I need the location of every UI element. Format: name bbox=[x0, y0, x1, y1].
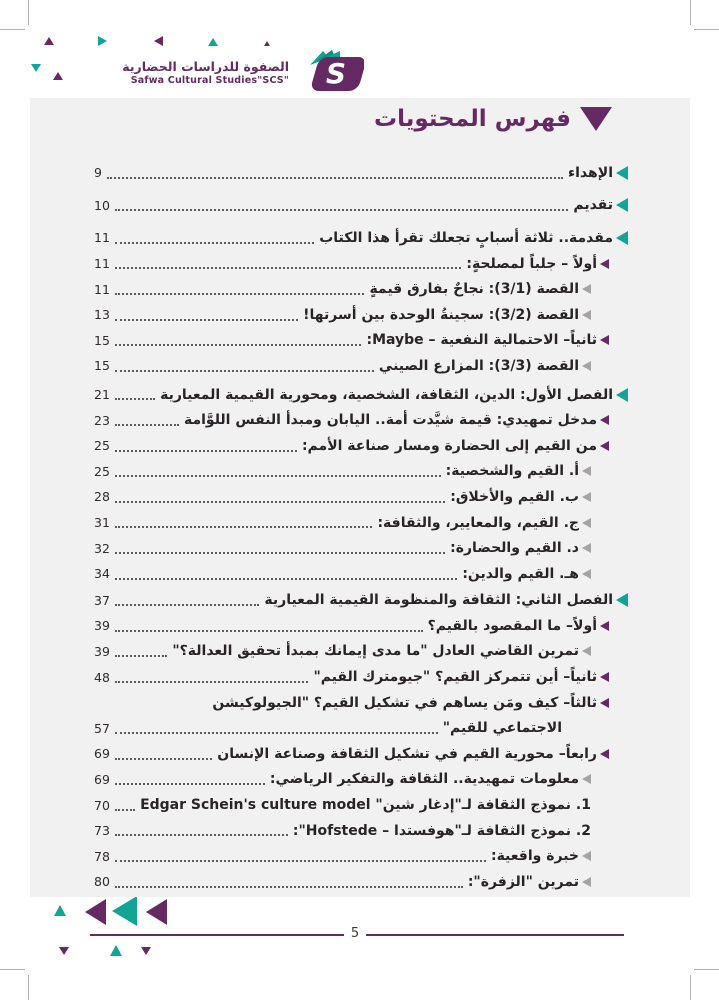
dot-leader bbox=[115, 526, 373, 528]
crop-mark bbox=[694, 29, 719, 30]
toc-page-number: 13 bbox=[94, 307, 110, 323]
toc-bullet-icon bbox=[582, 569, 591, 579]
toc-page-number: 73 bbox=[94, 823, 110, 839]
toc-page-number: 15 bbox=[94, 332, 110, 348]
toc-page-number: 25 bbox=[94, 438, 110, 454]
toc-row bbox=[94, 561, 628, 587]
toc-entry-title: أولاً – جلباً لمصلحةٍ: bbox=[466, 255, 597, 272]
dot-leader bbox=[115, 293, 365, 295]
toc-entry-title: ثالثاً– كيف ومَن يساهم في تشكيل القيم؟ "الجيولوكيشن bbox=[212, 694, 597, 711]
toc-entry-title: القصة (3/3): المزارع الصيني bbox=[378, 357, 579, 374]
footer-rule-left bbox=[90, 934, 344, 936]
toc-entry-title: القصة (3/1): نجاحٌ بفارق قيمةٍ bbox=[369, 281, 579, 298]
toc-row bbox=[94, 664, 628, 690]
triangle-left-icon bbox=[112, 896, 137, 926]
toc-entry-title: ثانياً– الاحتمالية النفعية – Maybe: bbox=[366, 332, 597, 349]
publisher-logo bbox=[78, 47, 364, 99]
toc-row bbox=[94, 818, 628, 844]
toc-row bbox=[94, 741, 628, 767]
toc-page-number: 34 bbox=[94, 566, 110, 582]
toc-page-number: 69 bbox=[94, 771, 110, 787]
toc-page-number: 78 bbox=[94, 848, 110, 864]
toc-bullet-icon bbox=[600, 335, 609, 345]
toc-entry-title: من القيم إلى الحضارة ومسار صناعة الأمم: bbox=[301, 437, 597, 454]
toc-page-number: 15 bbox=[94, 358, 110, 374]
toc-entry-title: ج. القيم، والمعايير، والثقافة: bbox=[377, 514, 579, 531]
toc-entry-title: رابعاً– محورية القيم في تشكيل الثقافة وصناعة الإنسان bbox=[217, 745, 597, 762]
toc-page-number: 39 bbox=[94, 618, 110, 634]
triangle-up-icon bbox=[53, 72, 63, 80]
toc-page-number: 21 bbox=[94, 387, 110, 403]
toc-bullet-icon bbox=[582, 284, 591, 294]
toc-entry-title: أ. القيم والشخصية: bbox=[445, 463, 579, 480]
triangle-left-icon bbox=[85, 899, 106, 925]
toc-bullet-icon bbox=[600, 441, 609, 451]
dot-leader bbox=[115, 886, 463, 888]
triangle-up-icon bbox=[264, 41, 270, 46]
dot-leader bbox=[115, 319, 298, 321]
crop-mark bbox=[28, 0, 29, 25]
toc-page-number: 70 bbox=[94, 797, 110, 813]
toc-row bbox=[94, 302, 628, 328]
page-title-text: فهرس المحتويات bbox=[373, 106, 571, 132]
toc-entry-title: أولاً– ما المقصود بالقيم؟ bbox=[427, 617, 597, 634]
dot-leader bbox=[115, 242, 314, 244]
dot-leader bbox=[115, 344, 362, 346]
triangle-up-icon bbox=[110, 945, 122, 956]
toc-bullet-icon bbox=[600, 259, 609, 269]
toc-page-number: 80 bbox=[94, 874, 110, 890]
svg-text:S: S bbox=[325, 57, 347, 90]
dot-leader bbox=[115, 209, 568, 211]
toc-row bbox=[94, 433, 628, 459]
page-title bbox=[374, 106, 612, 132]
dot-leader bbox=[115, 604, 260, 606]
safwa-logo-icon bbox=[294, 48, 364, 98]
toc-bullet-icon bbox=[600, 621, 609, 631]
toc-bullet-icon bbox=[600, 698, 609, 708]
dot-leader bbox=[115, 370, 374, 372]
dot-leader bbox=[115, 398, 155, 400]
toc-bullet-icon bbox=[600, 672, 609, 682]
toc-bullet-icon bbox=[616, 231, 628, 245]
toc-page-number: 69 bbox=[94, 746, 110, 762]
toc-bullet-icon bbox=[582, 851, 591, 861]
dot-leader bbox=[115, 809, 135, 811]
toc-entry-title: مدخل تمهيدي: قيمة شيَّدت أمة.. اليابان ومبدأ النفس اللوَّامة bbox=[183, 412, 597, 429]
triangle-down-icon bbox=[59, 947, 69, 955]
dot-leader bbox=[115, 681, 309, 683]
toc-row bbox=[94, 160, 628, 186]
toc-row bbox=[94, 767, 628, 793]
toc-bullet-icon bbox=[582, 877, 591, 887]
toc-entry-title: تقديم bbox=[573, 197, 613, 214]
toc-entry-title: تمرين "الزفرة": bbox=[467, 873, 579, 890]
triangle-up-icon bbox=[54, 905, 66, 916]
toc-row bbox=[94, 613, 628, 639]
toc-bullet-icon bbox=[582, 774, 591, 784]
dot-leader bbox=[115, 758, 212, 760]
toc-page-number: 10 bbox=[94, 197, 110, 213]
crop-mark bbox=[694, 969, 719, 970]
toc-entry-title: 2. نموذج الثقافة لـ"هوفستدا – Hofstede": bbox=[292, 822, 591, 839]
toc-page-number: 11 bbox=[94, 256, 110, 272]
crop-mark bbox=[0, 969, 25, 970]
dot-leader bbox=[107, 177, 563, 179]
toc-entry-title: تمرين القاضي العادل "ما مدى إيمانك بمبدأ تحقيق العدالة؟" bbox=[172, 643, 579, 660]
toc-row bbox=[94, 353, 628, 379]
toc-row bbox=[94, 588, 628, 614]
triangle-left-icon bbox=[146, 899, 167, 925]
triangle-up-icon bbox=[44, 37, 54, 45]
triangle-down-icon bbox=[31, 64, 41, 72]
toc-entry-title: الاجتماعي للقيم" bbox=[442, 720, 562, 737]
triangle-down-icon bbox=[141, 947, 151, 955]
toc-page-number: 28 bbox=[94, 489, 110, 505]
dot-leader bbox=[115, 424, 179, 426]
dot-leader bbox=[115, 501, 445, 503]
toc-bullet-icon bbox=[616, 198, 628, 212]
toc-row bbox=[94, 328, 628, 354]
toc-bullet-icon bbox=[582, 646, 591, 656]
content-panel bbox=[30, 98, 690, 897]
triangle-right-icon bbox=[98, 36, 107, 46]
toc-entry-title: الفصل الثاني: الثقافة والمنظومة القيمية المعيارية bbox=[264, 592, 613, 609]
toc-entry-title: 1. نموذج الثقافة لـ"إدغار شين" Edgar Schein's culture model bbox=[140, 797, 591, 814]
toc-page-number: 32 bbox=[94, 540, 110, 556]
toc-bullet-icon bbox=[582, 518, 591, 528]
toc-row bbox=[94, 535, 628, 561]
table-of-contents bbox=[94, 160, 628, 895]
toc-row bbox=[94, 407, 628, 433]
toc-page-number: 25 bbox=[94, 463, 110, 479]
toc-row bbox=[94, 225, 628, 251]
footer-rule-right bbox=[366, 934, 624, 936]
toc-bullet-icon bbox=[582, 492, 591, 502]
toc-entry-title: د. القيم والحضارة: bbox=[450, 540, 579, 557]
dot-leader bbox=[115, 475, 441, 477]
toc-entry-title: الإهداء bbox=[568, 164, 613, 181]
toc-row bbox=[94, 869, 628, 895]
toc-entry-title: معلومات تمهيدية.. الثقافة والتفكير الرياضي: bbox=[269, 771, 579, 788]
toc-page-number: 57 bbox=[94, 720, 110, 736]
toc-row bbox=[94, 715, 628, 741]
toc-row bbox=[94, 639, 628, 665]
toc-row bbox=[94, 276, 628, 302]
toc-page-number: 48 bbox=[94, 669, 110, 685]
toc-row bbox=[94, 382, 628, 408]
dot-leader bbox=[115, 450, 297, 452]
toc-entry-title: خبرة واقعية: bbox=[490, 848, 579, 865]
toc-page-number: 23 bbox=[94, 412, 110, 428]
toc-page-number: 9 bbox=[94, 165, 102, 181]
toc-row bbox=[94, 459, 628, 485]
toc-bullet-icon bbox=[616, 166, 628, 180]
toc-row bbox=[94, 251, 628, 277]
toc-row bbox=[94, 690, 628, 716]
toc-page-number: 39 bbox=[94, 643, 110, 659]
triangle-left-icon bbox=[154, 36, 163, 46]
crop-mark bbox=[690, 975, 691, 1000]
dot-leader bbox=[115, 552, 445, 554]
crop-mark bbox=[0, 29, 25, 30]
toc-page-number: 31 bbox=[94, 515, 110, 531]
crop-mark bbox=[28, 975, 29, 1000]
toc-entry-title: القصة (3/2): سجينةُ الوحدة بين أسرتها! bbox=[303, 306, 579, 323]
toc-bullet-icon bbox=[582, 543, 591, 553]
toc-bullet-icon bbox=[600, 415, 609, 425]
dot-leader bbox=[115, 860, 486, 862]
dot-leader bbox=[115, 655, 167, 657]
toc-bullet-icon bbox=[616, 593, 628, 607]
crop-mark bbox=[690, 0, 691, 25]
title-triangle-icon bbox=[580, 107, 612, 131]
folio-page-number: 5 bbox=[350, 926, 360, 941]
toc-bullet-icon bbox=[582, 310, 591, 320]
toc-entry-title: مقدمة.. ثلاثة أسبابٍ تجعلك تقرأ هذا الكتاب bbox=[319, 229, 613, 246]
toc-entry-title: هـ. القيم والدين: bbox=[462, 565, 579, 582]
dot-leader bbox=[115, 732, 438, 734]
toc-entry-title: ب. القيم والأخلاق: bbox=[450, 488, 579, 505]
dot-leader bbox=[115, 783, 265, 785]
toc-page-number: 37 bbox=[94, 592, 110, 608]
dot-leader bbox=[115, 834, 288, 836]
dot-leader bbox=[115, 630, 423, 632]
triangle-up-icon bbox=[208, 38, 218, 46]
toc-row bbox=[94, 193, 628, 219]
toc-bullet-icon bbox=[582, 466, 591, 476]
toc-page-number: 11 bbox=[94, 281, 110, 297]
toc-bullet-icon bbox=[616, 388, 628, 402]
toc-row bbox=[94, 843, 628, 869]
toc-row bbox=[94, 510, 628, 536]
dot-leader bbox=[115, 267, 461, 269]
toc-row bbox=[94, 792, 628, 818]
toc-entry-title: ثانياً– أين تتمركز القيم؟ "جيومترك القيم" bbox=[313, 669, 597, 686]
toc-entry-title: الفصل الأول: الدين، الثقافة، الشخصية، ومحورية القيمية المعيارية bbox=[160, 386, 613, 403]
toc-bullet-icon bbox=[582, 361, 591, 371]
publisher-name-arabic: الصفوة للدراسات الحضارية bbox=[122, 59, 289, 75]
toc-page-number: 11 bbox=[94, 230, 110, 246]
publisher-name-english: Safwa Cultural Studies"SCS" bbox=[130, 74, 289, 86]
toc-row bbox=[94, 484, 628, 510]
dot-leader bbox=[115, 578, 457, 580]
toc-bullet-icon bbox=[600, 749, 609, 759]
